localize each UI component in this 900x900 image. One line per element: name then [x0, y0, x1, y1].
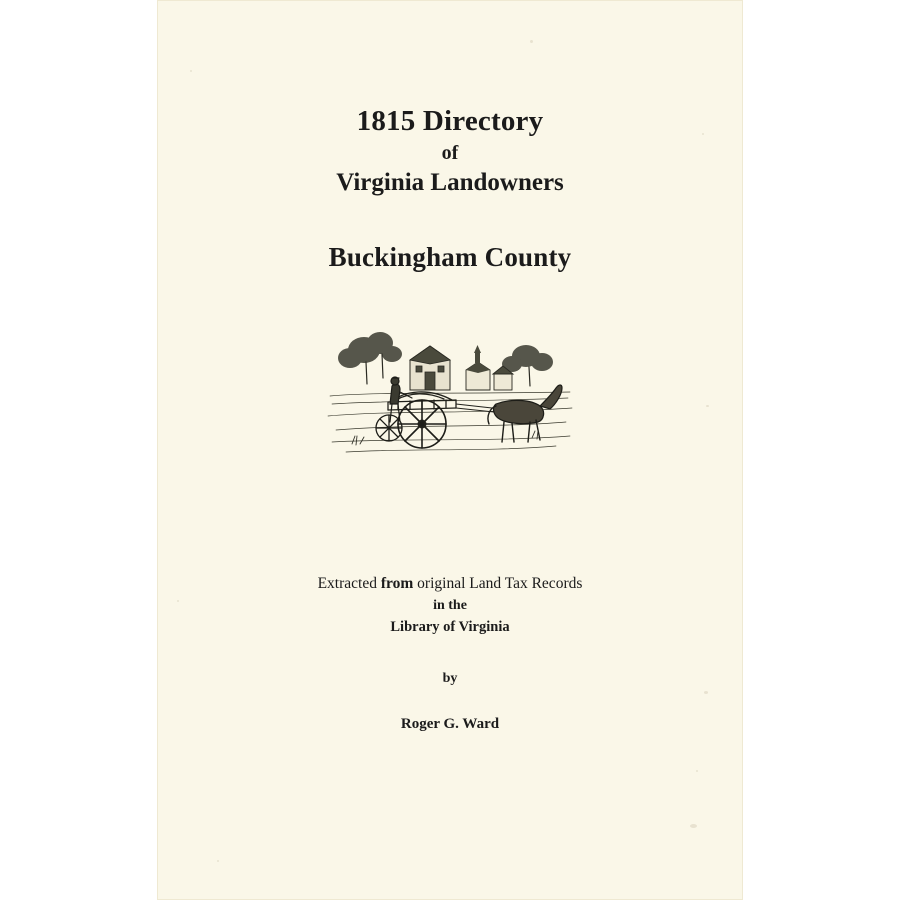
book-title-subject: Virginia Landowners	[336, 169, 564, 197]
paper-speck	[696, 770, 698, 772]
paper-speck	[690, 824, 697, 828]
paper-speck	[706, 405, 709, 407]
imprint-block	[157, 572, 743, 733]
imprint-by: by	[442, 670, 458, 686]
book-county-name: Buckingham County	[328, 242, 572, 273]
paper-speck	[190, 70, 192, 72]
paper-speck	[217, 860, 219, 862]
imprint-extracted-prefix: Extracted	[317, 575, 381, 592]
book-cover	[157, 0, 743, 900]
imprint-in-the: in the	[433, 598, 467, 614]
imprint-extracted-bold: from	[380, 575, 414, 592]
imprint-repository: Library of Virginia	[390, 618, 510, 635]
title-block	[157, 104, 743, 273]
imprint-extracted-suffix: original Land Tax Records	[413, 575, 583, 592]
book-title-year: 1815 Directory	[356, 105, 544, 137]
book-title-of: of	[441, 142, 459, 165]
imprint-author: Roger G. Ward	[400, 715, 500, 732]
imprint-source-line	[157, 572, 743, 595]
paper-speck	[530, 40, 533, 43]
horse-drawn-cart-farm-scene-engraving-icon	[326, 312, 574, 462]
